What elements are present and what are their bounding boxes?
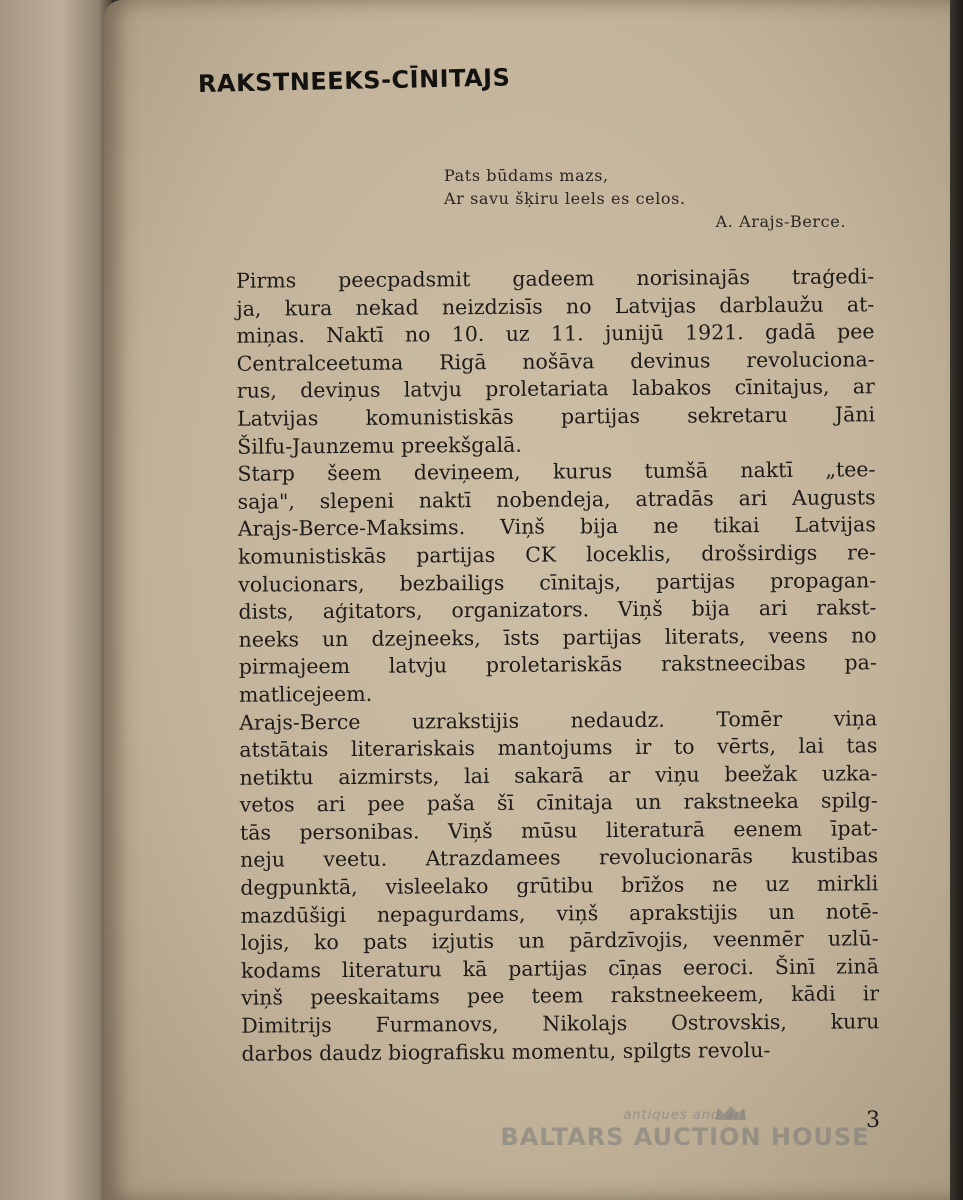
text-line: dists, aģitators, organizators. Viņš bija ari rakst- — [238, 595, 877, 624]
epigraph-author: A. Arajs-Berce. — [715, 212, 846, 231]
text-line: Pirms peecpadsmit gadeem norisinajās traģedi- — [236, 264, 875, 293]
text-line: vetos ari pee paša šī cīnitaja un rakstneeka spilg- — [239, 788, 878, 818]
text-line: Arajs-Berce uzrakstijis nedaudz. Tomēr viņa — [239, 705, 878, 735]
text-line: viņš peeskaitams pee teem rakstneekeem, kādi ir — [241, 981, 880, 1011]
text-line: lojis, ko pats izjutis un pārdzīvojis, veenmēr uzlū- — [240, 926, 879, 955]
text-line: neju veetu. Atrazdamees revolucionarās kustibas — [240, 843, 879, 873]
text-line: darbos daudz biografisku momentu, spilgts revolu- — [241, 1037, 771, 1066]
text-line: neeks un dzejneeks, īsts partijas literats, veens no — [238, 622, 877, 652]
text-line: ja, kura nekad neizdzisīs no Latvijas darblaužu at- — [236, 291, 875, 321]
text-line: Dimitrijs Furmanovs, Nikolajs Ostrovskis, kuru — [241, 1009, 880, 1038]
text-line: volucionars, bezbailigs cīnitajs, partijas propagan- — [238, 567, 877, 597]
watermark — [480, 1108, 890, 1151]
text-line: Šilfu-Jaunzemu preekšgalā. — [237, 432, 522, 459]
text-line: matlicejeem. — [238, 681, 373, 707]
text-line: tās personibas. Viņš mūsu literaturā eenem īpat- — [239, 816, 879, 845]
text-line: Arajs-Berce-Maksims. Viņš bija ne tikai Latvijas — [237, 512, 876, 542]
text-line: miņas. Naktī no 10. uz 11. junijū 1921. gadā pee — [236, 319, 875, 348]
text-line: pirmajeem latvju proletariskās rakstneecibas pa- — [238, 650, 877, 680]
text-line: kodams literaturu kā partijas cīņas eeroci. Šinī zinā — [240, 954, 879, 983]
text-line: atstātais literariskais mantojums ir to vērts, lai tas — [239, 733, 878, 762]
epigraph-line-2: Ar savu šķiru leels es celos. — [444, 189, 686, 208]
page-title: RAKSTNEEKS-CĪNITAJS — [197, 63, 511, 98]
text-line: mazdūšigi nepagurdams, viņš aprakstijis un notē- — [240, 898, 879, 928]
facing-page-edge — [0, 0, 112, 1200]
page-number: 3 — [866, 1108, 880, 1133]
body-text — [198, 263, 880, 1068]
paragraph — [199, 456, 877, 709]
text-line: saja", slepeni naktī nobendeja, atradās ari Augusts — [237, 485, 876, 514]
text-line: komunistiskās partijas CK loceklis, drošsirdigs re- — [237, 540, 877, 569]
watermark-tagline: antiques and art — [623, 1108, 747, 1123]
epigraph — [444, 164, 864, 233]
text-line: Starp šeem deviņeem, kurus tumšā naktī „tee- — [237, 457, 876, 486]
watermark-brand: BALTARS AUCTION HOUSE — [500, 1123, 870, 1151]
text-line: rus, deviņus latvju proletariata labakos cīnitajus, ar — [236, 374, 875, 404]
text-line: Centralceetuma Rigā nošāva devinus revoluciona- — [236, 347, 875, 376]
text-line: Latvijas komunistiskās partijas sekretaru Jāni — [236, 402, 876, 431]
paragraph — [201, 705, 879, 1068]
page-edge-shadow — [950, 0, 963, 1200]
epigraph-line-1: Pats būdams mazs, — [444, 166, 609, 185]
paragraph — [198, 263, 875, 461]
text-line: netiktu aizmirsts, lai sakarā ar viņu beežak uzka- — [239, 760, 878, 790]
text-line: degpunktā, visleelako grūtibu brīžos ne uz mirkli — [240, 871, 879, 900]
